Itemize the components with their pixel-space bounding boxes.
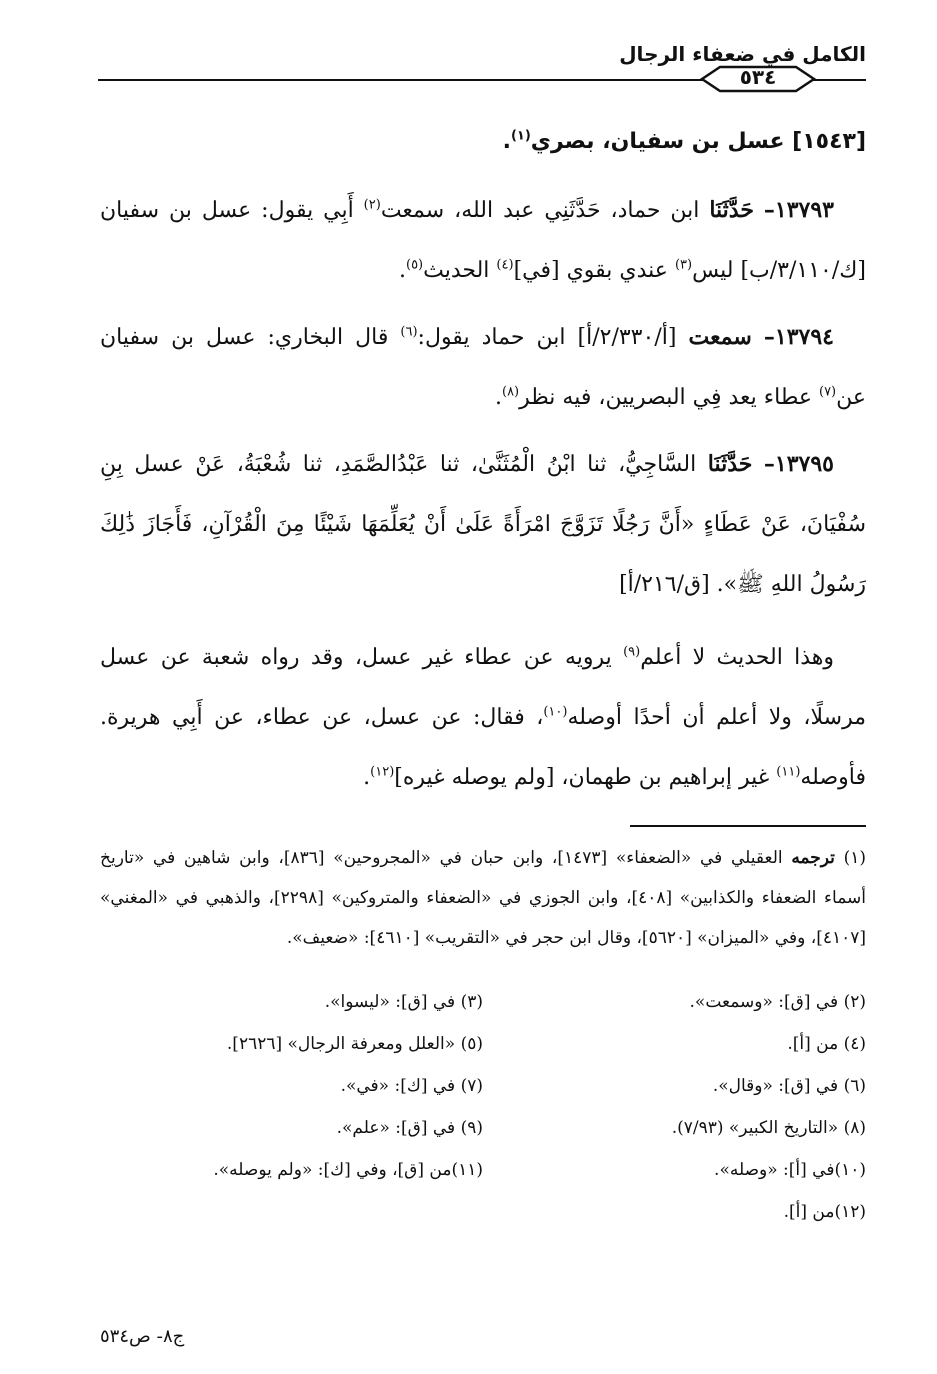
footnote-text: العقيلي في «الضعفاء» [١٤٧٣]، وابن حبان في «المجروحين» [٨٣٦]، وابن شاهين في «تاريخ أسماء الضعفاء والكذابين» [٤٠٨]، وابن الجوزي في «الضعفاء والمتروكين» [٢٢٩٨]، والذهبي في «المغني» [٤١٠٧]، وفي «الميزان» [٥٦٢٠]، وقال ابن حجر في «التقريب» [٤٦١٠]: «ضعيف». [100, 848, 866, 948]
footnote-ref: (١) [510, 128, 531, 144]
book-title: الكامل في ضعفاء الرجال [619, 42, 866, 66]
footnote-item: (٥) «العلل ومعرفة الرجال» [٢٦٢٦]. [226, 1034, 483, 1054]
hadith-13795 [100, 434, 866, 615]
footnote-item: (١٠)في [أ]: «وصله». [714, 1160, 866, 1180]
text-run: عطاء يعد فِي البصريين، فيه نظر [519, 385, 819, 410]
footnote-ref: (١٢) [370, 764, 395, 780]
entry-heading [100, 122, 866, 162]
footnote-row [100, 1076, 866, 1118]
footnote-item: (٦) في [ق]: «وقال». [712, 1076, 866, 1096]
narration-keyword: حَدَّثَنَا [709, 197, 754, 223]
footnote-row [100, 992, 866, 1034]
text-run: . [363, 765, 371, 790]
footnote-item: (١٢)من [أ]. [783, 1202, 866, 1222]
footnote-ref: (٦) [400, 324, 418, 340]
footnote-number: (١) [843, 848, 866, 868]
footnote-ref: (٤) [496, 257, 514, 273]
footnotes-two-column [100, 992, 866, 1244]
footnote-separator [630, 825, 866, 827]
footnote-item: (٢) في [ق]: «وسمعت». [689, 992, 866, 1012]
running-header [98, 36, 866, 89]
footnote-row [100, 1034, 866, 1076]
footnote-row [100, 1202, 866, 1244]
footnote-item: (٣) في [ق]: «ليسوا». [324, 992, 483, 1012]
text-run: الحديث [423, 258, 497, 283]
hadith-number: ١٣٧٩٤– [763, 324, 834, 350]
text-run: عندي بقوي [في] [513, 258, 675, 283]
text-run: وهذا الحديث لا أعلم [640, 645, 834, 670]
text-run: السَّاجِيُّ، ثنا ابْنُ الْمُثَنَّىٰ، ثنا عَبْدُالصَّمَدِ، ثنا شُعْبَةُ، عَنْ عسل بِنِ سُفْيَانَ، عَنْ عَطَاءٍ «أَنَّ رَجُلًا تَزَوَّجَ امْرَأَةً عَلَىٰ أَنْ يُعَلِّمَهَا شَيْئًا مِنَ الْقُرْآنِ، فَأَجَازَ ذَٰلِكَ رَسُولُ اللهِ ﷺ». [ق/٢١٦/أ] [100, 452, 866, 597]
text-run: غير إبراهيم بن طهمان، [ولم يوصله غيره] [394, 765, 777, 790]
text-run: ، فقال: عن عسل، عن عطاء، عن أَبِي هريرة. فأوصله [100, 705, 866, 790]
footnote-row [100, 1160, 866, 1202]
footnote-item: (١١)من [ق]، وفي [ك]: «ولم يوصله». [213, 1160, 483, 1180]
footnote-row [100, 1118, 866, 1160]
footnote-ref: (٧) [818, 384, 837, 400]
hadith-13794 [100, 307, 866, 428]
narration-keyword: حَدَّثَنَا [707, 451, 753, 477]
page-number-badge [698, 61, 818, 97]
commentary-paragraph [100, 628, 866, 808]
footnote-ref: (٣) [674, 257, 693, 273]
footnote-item: (٧) في [ك]: «في». [340, 1076, 483, 1096]
footnote-ref: (٩) [623, 644, 641, 660]
narration-keyword: سمعت [688, 324, 752, 350]
page-number: ٥٣٤ [739, 65, 777, 89]
footnote-item: (٤) من [أ]. [787, 1034, 866, 1054]
footnote-ref: (٢) [363, 197, 381, 213]
footnote-item: (٩) في [ق]: «علم». [336, 1118, 483, 1138]
hadith-number: ١٣٧٩٣– [763, 197, 834, 223]
entry-heading-end: . [502, 129, 511, 154]
footnote-1 [100, 838, 866, 958]
footnote-ref: (١١) [776, 764, 801, 780]
footnote-ref: (١٠) [543, 704, 568, 720]
text-run: قال البخاري: عسل بن سفيان عن [100, 325, 866, 410]
text-run: . [494, 385, 502, 410]
text-run: [أ/٢/٣٣٠/أ] ابن حماد يقول: [417, 325, 689, 350]
text-run: يرويه عن عطاء غير عسل، وقد رواه شعبة عن عسل مرسلًا، ولا أعلم أن أحدًا أوصله [100, 645, 866, 730]
entry-heading-text: [١٥٤٣] عسل بن سفيان، بصري [530, 129, 866, 154]
volume-page-marker: ج٨- ص٥٣٤ [100, 1326, 185, 1347]
hadith-number: ١٣٧٩٥– [763, 451, 834, 477]
text-run: أَبِي يقول: عسل بن سفيان [ك/٣/١١٠/ب] ليس [100, 198, 866, 283]
footnote-ref: (٨) [501, 384, 520, 400]
text-run: . [398, 258, 406, 283]
hadith-13793 [100, 180, 866, 301]
footnote-item: (٨) «التاريخ الكبير» (٧/٩٣). [671, 1118, 866, 1138]
footnote-ref: (٥) [405, 257, 424, 273]
footnote-keyword: ترجمه [791, 848, 835, 868]
text-run: ابن حماد، حَدَّثَنِي عبد الله، سمعت [380, 198, 710, 223]
